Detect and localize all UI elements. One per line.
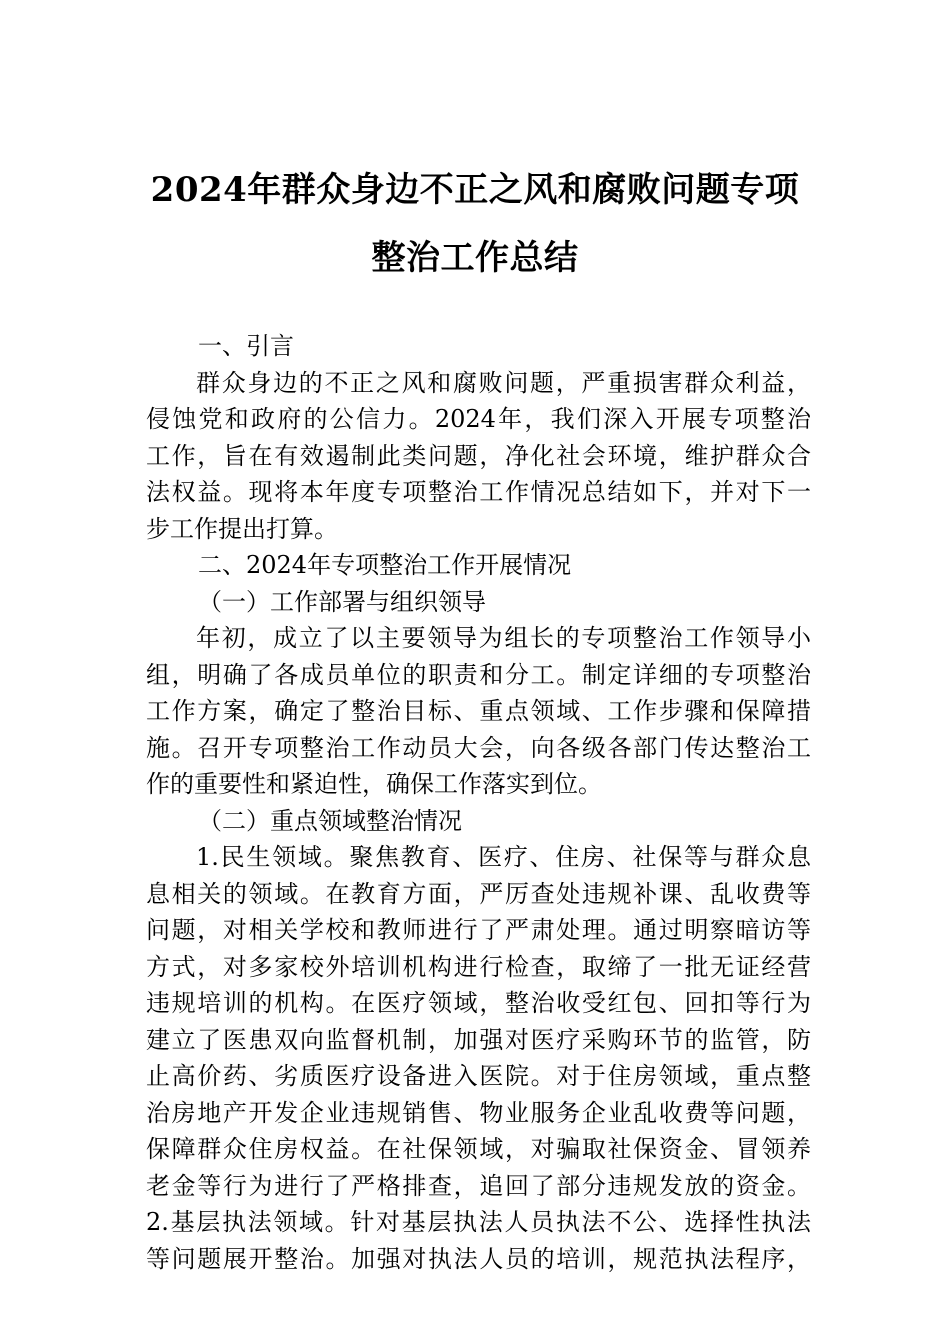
paragraph-line: 步工作提出打算。	[146, 514, 338, 543]
paragraph-line: 1.民生领域。聚焦教育、医疗、住房、社保等与群众息	[196, 843, 811, 871]
paragraph-line: 违规培训的机构。在医疗领域，整治收受红包、回扣等行为	[146, 989, 811, 1017]
paragraph-line: 施。召开专项整治工作动员大会，向各级各部门传达整治工	[146, 733, 811, 762]
paragraph-line: 息相关的领域。在教育方面，严厉查处违规补课、乱收费等	[146, 879, 811, 908]
paragraph-line: 法权益。现将本年度专项整治工作情况总结如下，并对下一	[146, 478, 811, 506]
paragraph-line: 作的重要性和紧迫性，确保工作落实到位。	[146, 770, 602, 798]
paragraph-line: 组，明确了各成员单位的职责和分工。制定详细的专项整治	[146, 660, 811, 689]
section-heading-work-status: 二、2024年专项整治工作开展情况	[198, 551, 572, 579]
paragraph-line: 侵蚀党和政府的公信力。2024年，我们深入开展专项整治	[146, 405, 811, 433]
paragraph-line: 等问题展开整治。加强对执法人员的培训，规范执法程序，	[146, 1244, 811, 1273]
paragraph-line: 保障群众住房权益。在社保领域，对骗取社保资金、冒领养	[146, 1135, 811, 1163]
subsection-heading-deployment: （一）工作部署与组织领导	[198, 587, 486, 616]
paragraph-line: 方式，对多家校外培训机构进行检查，取缔了一批无证经营	[146, 952, 811, 981]
paragraph-line: 工作，旨在有效遏制此类问题，净化社会环境，维护群众合	[146, 441, 811, 470]
paragraph-line: 建立了医患双向监督机制，加强对医疗采购环节的监管，防	[146, 1025, 811, 1054]
subsection-heading-key-areas: （二）重点领域整治情况	[198, 806, 462, 835]
document-title-line-1: 2024年群众身边不正之风和腐败问题专项	[150, 170, 800, 210]
paragraph-line: 止高价药、劣质医疗设备进入医院。对于住房领域，重点整	[146, 1062, 811, 1090]
section-heading-introduction: 一、引言	[198, 332, 294, 360]
paragraph-line: 老金等行为进行了严格排查，追回了部分违规发放的资金。	[146, 1171, 811, 1200]
paragraph-line: 群众身边的不正之风和腐败问题，严重损害群众利益，	[196, 368, 811, 397]
paragraph-line: 问题，对相关学校和教师进行了严肃处理。通过明察暗访等	[146, 916, 811, 944]
paragraph-line: 治房地产开发企业违规销售、物业服务企业乱收费等问题，	[146, 1098, 811, 1127]
paragraph-line: 2.基层执法领域。针对基层执法人员执法不公、选择性执法	[146, 1208, 811, 1236]
paragraph-line: 工作方案，确定了整治目标、重点领域、工作步骤和保障措	[146, 697, 811, 725]
paragraph-line: 年初，成立了以主要领导为组长的专项整治工作领导小	[196, 624, 811, 652]
document-title-line-2: 整治工作总结	[371, 238, 579, 278]
document-body	[146, 328, 811, 1277]
